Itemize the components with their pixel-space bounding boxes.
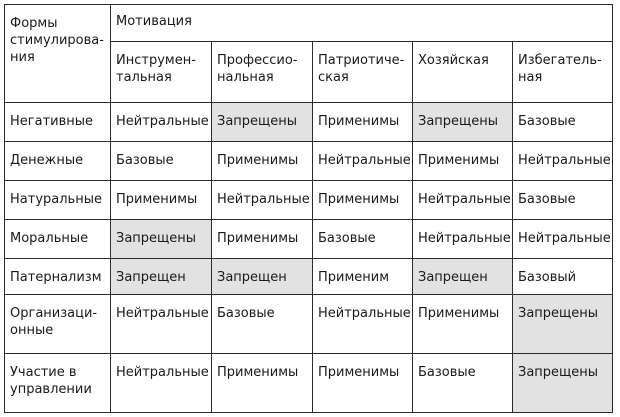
motivation-type-header <box>313 42 413 103</box>
table-cell <box>313 181 413 220</box>
cell-value: Применимы <box>116 192 198 207</box>
table-cell <box>212 220 313 259</box>
cell-value: Применимы <box>318 114 400 129</box>
form-label-cell <box>5 220 111 259</box>
cell-value: Применимы <box>318 365 400 380</box>
table-cell <box>111 142 212 181</box>
cell-value: Запрещены <box>418 114 499 129</box>
forms-header-label: Формы стимулирова-ния <box>10 16 104 65</box>
cell-value: Базовые <box>318 231 376 246</box>
cell-value: Нейтральные <box>318 306 411 321</box>
motivation-type-header <box>413 42 513 103</box>
cell-value: Базовые <box>217 306 275 321</box>
table-row <box>5 354 613 413</box>
table-cell <box>313 220 413 259</box>
cell-value: Нейтральные <box>418 231 511 246</box>
cell-value: Запрещен <box>418 270 488 285</box>
cell-value: Запрещены <box>518 365 599 380</box>
table-cell <box>313 259 413 295</box>
table-row <box>5 295 613 354</box>
table-cell <box>111 220 212 259</box>
table-cell <box>212 142 313 181</box>
header-row <box>5 5 613 42</box>
table-cell <box>413 103 513 142</box>
table-cell <box>111 103 212 142</box>
form-label: Негативные <box>10 114 94 129</box>
forms-header-cell <box>5 5 111 103</box>
table-cell <box>212 259 313 295</box>
cell-value: Нейтральные <box>418 192 511 207</box>
cell-value: Базовые <box>518 114 576 129</box>
table-cell <box>111 295 212 354</box>
form-label-cell <box>5 181 111 220</box>
motivation-type-label: Патриотиче-ская <box>318 53 405 85</box>
table-cell <box>413 354 513 413</box>
cell-value: Применимы <box>418 153 500 168</box>
cell-value: Нейтральные <box>116 114 209 129</box>
cell-value: Запрещены <box>518 306 599 321</box>
table-cell <box>111 354 212 413</box>
form-label: Организаци-онные <box>10 306 98 338</box>
form-label: Натуральные <box>10 192 102 207</box>
table-cell <box>413 142 513 181</box>
table-cell <box>212 295 313 354</box>
cell-value: Применимы <box>217 365 299 380</box>
motivation-type-header <box>212 42 313 103</box>
table-row <box>5 142 613 181</box>
cell-value: Запрещен <box>217 270 287 285</box>
motivation-type-header <box>513 42 613 103</box>
table-cell <box>313 295 413 354</box>
form-label: Патернализм <box>10 270 102 285</box>
cell-value: Применимы <box>418 306 500 321</box>
table-cell <box>513 142 613 181</box>
motivation-header-cell <box>111 5 613 42</box>
table-cell <box>212 103 313 142</box>
table-cell <box>413 295 513 354</box>
table-cell <box>513 220 613 259</box>
table-row <box>5 220 613 259</box>
cell-value: Базовые <box>418 365 476 380</box>
motivation-header-label: Мотивация <box>116 14 192 29</box>
cell-value: Нейтральные <box>318 153 411 168</box>
table-row <box>5 259 613 295</box>
table-cell <box>513 354 613 413</box>
table-row <box>5 181 613 220</box>
table-cell <box>513 295 613 354</box>
table-row <box>5 103 613 142</box>
cell-value: Нейтральные <box>518 231 611 246</box>
cell-value: Применим <box>318 270 390 285</box>
cell-value: Применимы <box>217 153 299 168</box>
form-label-cell <box>5 295 111 354</box>
motivation-type-header <box>111 42 212 103</box>
table-cell <box>513 181 613 220</box>
table-cell <box>313 354 413 413</box>
cell-value: Нейтральные <box>518 153 611 168</box>
cell-value: Базовые <box>116 153 174 168</box>
cell-value: Нейтральные <box>116 365 209 380</box>
table-cell <box>212 181 313 220</box>
table-cell <box>513 259 613 295</box>
form-label-cell <box>5 259 111 295</box>
table-cell <box>212 354 313 413</box>
cell-value: Базовые <box>518 192 576 207</box>
form-label-cell <box>5 142 111 181</box>
table-cell <box>313 103 413 142</box>
table-cell <box>513 103 613 142</box>
table-cell <box>413 181 513 220</box>
cell-value: Нейтральные <box>116 306 209 321</box>
cell-value: Применимы <box>318 192 400 207</box>
cell-value: Запрещены <box>116 231 197 246</box>
motivation-type-label: Хозяйская <box>418 53 489 68</box>
form-label-cell <box>5 103 111 142</box>
motivation-type-label: Избегатель-ная <box>518 53 602 85</box>
cell-value: Применимы <box>217 231 299 246</box>
form-label: Денежные <box>10 153 84 168</box>
cell-value: Базовый <box>518 270 577 285</box>
cell-value: Нейтральные <box>217 192 310 207</box>
form-label-cell <box>5 354 111 413</box>
table-cell <box>111 259 212 295</box>
table-cell <box>313 142 413 181</box>
motivation-type-label: Профессио-нальная <box>217 53 298 85</box>
motivation-stimulation-table <box>4 4 613 413</box>
cell-value: Запрещены <box>217 114 298 129</box>
motivation-type-label: Инструмен-тальная <box>116 53 196 85</box>
table-cell <box>111 181 212 220</box>
form-label: Участие в управлении <box>10 365 92 397</box>
table-cell <box>413 259 513 295</box>
cell-value: Запрещен <box>116 270 186 285</box>
table-cell <box>413 220 513 259</box>
form-label: Моральные <box>10 231 89 246</box>
